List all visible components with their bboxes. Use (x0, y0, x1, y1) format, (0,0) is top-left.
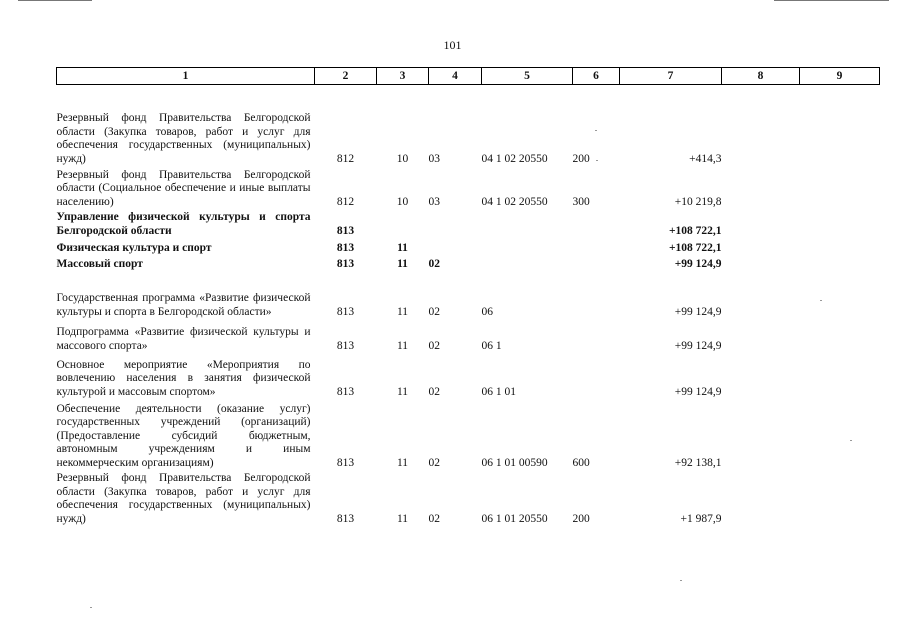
section-code-cell: 11 (396, 385, 409, 398)
table-header-row (57, 68, 880, 85)
amount-cell: +1 987,9 (680, 512, 722, 525)
scan-speck (850, 440, 852, 441)
top-edge-line (774, 0, 889, 1)
subsection-code-cell: 02 (428, 305, 440, 318)
description-cell: Резервный фонд Правительства Белгородской области (Социальное обеспечение и иные выплаты населению) (56, 168, 311, 208)
top-edge-line (18, 0, 92, 1)
empty-cell (800, 85, 880, 167)
table-row (57, 400, 880, 471)
subsection-code-cell: 02 (428, 456, 440, 469)
budget-table (56, 67, 880, 527)
expense-type-cell (573, 210, 620, 239)
column-header: 3 (377, 68, 429, 85)
empty-cell (722, 272, 800, 320)
expense-type-cell (573, 320, 620, 354)
amount-cell: +108 722,1 (668, 241, 722, 254)
subsection-code-cell: 02 (428, 257, 440, 270)
section-code-cell: 11 (396, 512, 409, 525)
section-code-cell: 11 (396, 339, 409, 352)
target-article-cell: 04 1 02 20550 (481, 195, 548, 208)
ministry-code-cell: 812 (336, 195, 355, 208)
target-article-cell (482, 210, 573, 239)
amount-cell: +10 219,8 (674, 195, 722, 208)
description-cell: Физическая культура и спорт (56, 241, 212, 254)
section-code-cell: 11 (396, 456, 409, 469)
empty-cell (800, 471, 880, 527)
empty-cell (722, 320, 800, 354)
expense-type-cell: 200 (572, 152, 590, 165)
ministry-code-cell: 813 (336, 241, 355, 254)
ministry-code-cell: 813 (336, 224, 355, 237)
empty-cell (722, 210, 800, 239)
page-number: 101 (443, 38, 462, 52)
description-cell: Резервный фонд Правительства Белгородской области (Закупка товаров, работ и услуг для обеспечения государственных (муниципальных) нужд) (56, 472, 311, 525)
ministry-code-cell: 813 (336, 456, 355, 469)
table-body (57, 85, 880, 527)
column-header: 5 (482, 68, 573, 85)
scan-speck (596, 160, 598, 161)
subsection-code-cell: 03 (428, 152, 440, 165)
ministry-code-cell: 813 (336, 257, 355, 270)
empty-cell (722, 471, 800, 527)
amount-cell: +99 124,9 (674, 385, 722, 398)
description-cell: Управление физической культуры и спорта Белгородской области (56, 211, 311, 237)
target-article-cell: 06 1 01 00590 (481, 456, 548, 469)
amount-cell: +99 124,9 (674, 339, 722, 352)
empty-cell (800, 320, 880, 354)
empty-cell (800, 239, 880, 256)
ministry-code-cell: 813 (336, 305, 355, 318)
expense-type-cell: 300 (572, 195, 590, 208)
description-cell: Резервный фонд Правительства Белгородской области (Закупка товаров, работ и услуг для обеспечения государственных (муниципальных) нужд) (56, 112, 311, 165)
expense-type-cell (573, 272, 620, 320)
column-header: 6 (573, 68, 620, 85)
empty-cell (800, 400, 880, 471)
table-row (57, 210, 880, 239)
empty-cell (722, 85, 800, 167)
description-cell: Государственная программа «Развитие физической культуры и спорта в Белгородской области» (56, 292, 311, 318)
expense-type-cell (573, 256, 620, 272)
ministry-code-cell: 813 (336, 339, 355, 352)
scan-speck (820, 300, 822, 301)
ministry-code-cell: 813 (336, 512, 355, 525)
empty-cell (722, 354, 800, 400)
expense-type-cell: 600 (572, 456, 590, 469)
table-row (57, 354, 880, 400)
empty-cell (800, 354, 880, 400)
section-code-cell: 11 (396, 305, 409, 318)
table-row (57, 167, 880, 210)
expense-type-cell: 200 (572, 512, 590, 525)
subsection-code-cell: 02 (428, 339, 440, 352)
column-header: 7 (620, 68, 722, 85)
table-row (57, 239, 880, 256)
subsection-code-cell: 02 (428, 512, 440, 525)
scan-speck (595, 130, 597, 131)
target-article-cell (482, 256, 573, 272)
empty-cell (800, 272, 880, 320)
empty-cell (800, 210, 880, 239)
section-code-cell: 10 (396, 152, 409, 165)
section-code-cell: 11 (397, 257, 408, 270)
ministry-code-cell: 812 (336, 152, 355, 165)
description-cell: Массовый спорт (56, 257, 143, 270)
table-row (57, 471, 880, 527)
column-header: 9 (800, 68, 880, 85)
target-article-cell (482, 239, 573, 256)
empty-cell (722, 256, 800, 272)
amount-cell: +414,3 (689, 152, 722, 165)
column-header: 1 (57, 68, 315, 85)
table-row (57, 85, 880, 167)
scan-speck (680, 580, 682, 581)
section-code-cell: 11 (397, 241, 408, 254)
table-row (57, 272, 880, 320)
empty-cell (722, 239, 800, 256)
column-header: 8 (722, 68, 800, 85)
scan-speck (90, 607, 92, 608)
empty-cell (800, 256, 880, 272)
section-code-cell (377, 210, 429, 239)
target-article-cell: 06 1 (481, 339, 502, 352)
subsection-code-cell: 02 (428, 385, 440, 398)
column-header: 4 (429, 68, 482, 85)
expense-type-cell (573, 239, 620, 256)
table-row (57, 320, 880, 354)
empty-cell (722, 167, 800, 210)
description-cell: Основное мероприятие «Мероприятия по вовлечению населения в занятия физической культурой и массовым спортом» (56, 358, 311, 398)
subsection-code-cell (429, 239, 482, 256)
column-header: 2 (315, 68, 377, 85)
ministry-code-cell: 813 (336, 385, 355, 398)
amount-cell: +99 124,9 (674, 257, 722, 270)
target-article-cell: 06 1 01 20550 (481, 512, 548, 525)
target-article-cell: 04 1 02 20550 (481, 152, 548, 165)
expense-type-cell (573, 354, 620, 400)
table-row (57, 256, 880, 272)
subsection-code-cell: 03 (428, 195, 440, 208)
amount-cell: +92 138,1 (674, 456, 722, 469)
subsection-code-cell (429, 210, 482, 239)
description-cell: Подпрограмма «Развитие физической культуры и массового спорта» (56, 326, 311, 352)
amount-cell: +99 124,9 (674, 305, 722, 318)
target-article-cell: 06 1 01 (481, 385, 516, 398)
target-article-cell: 06 (481, 305, 493, 318)
amount-cell: +108 722,1 (668, 224, 722, 237)
section-code-cell: 10 (396, 195, 409, 208)
description-cell: Обеспечение деятельности (оказание услуг) государственных учреждений (организаций) (Предоставление субсидий бюджетным, автономным учреждениям и иным некоммерческим организациям) (56, 402, 311, 469)
empty-cell (722, 400, 800, 471)
empty-cell (800, 167, 880, 210)
